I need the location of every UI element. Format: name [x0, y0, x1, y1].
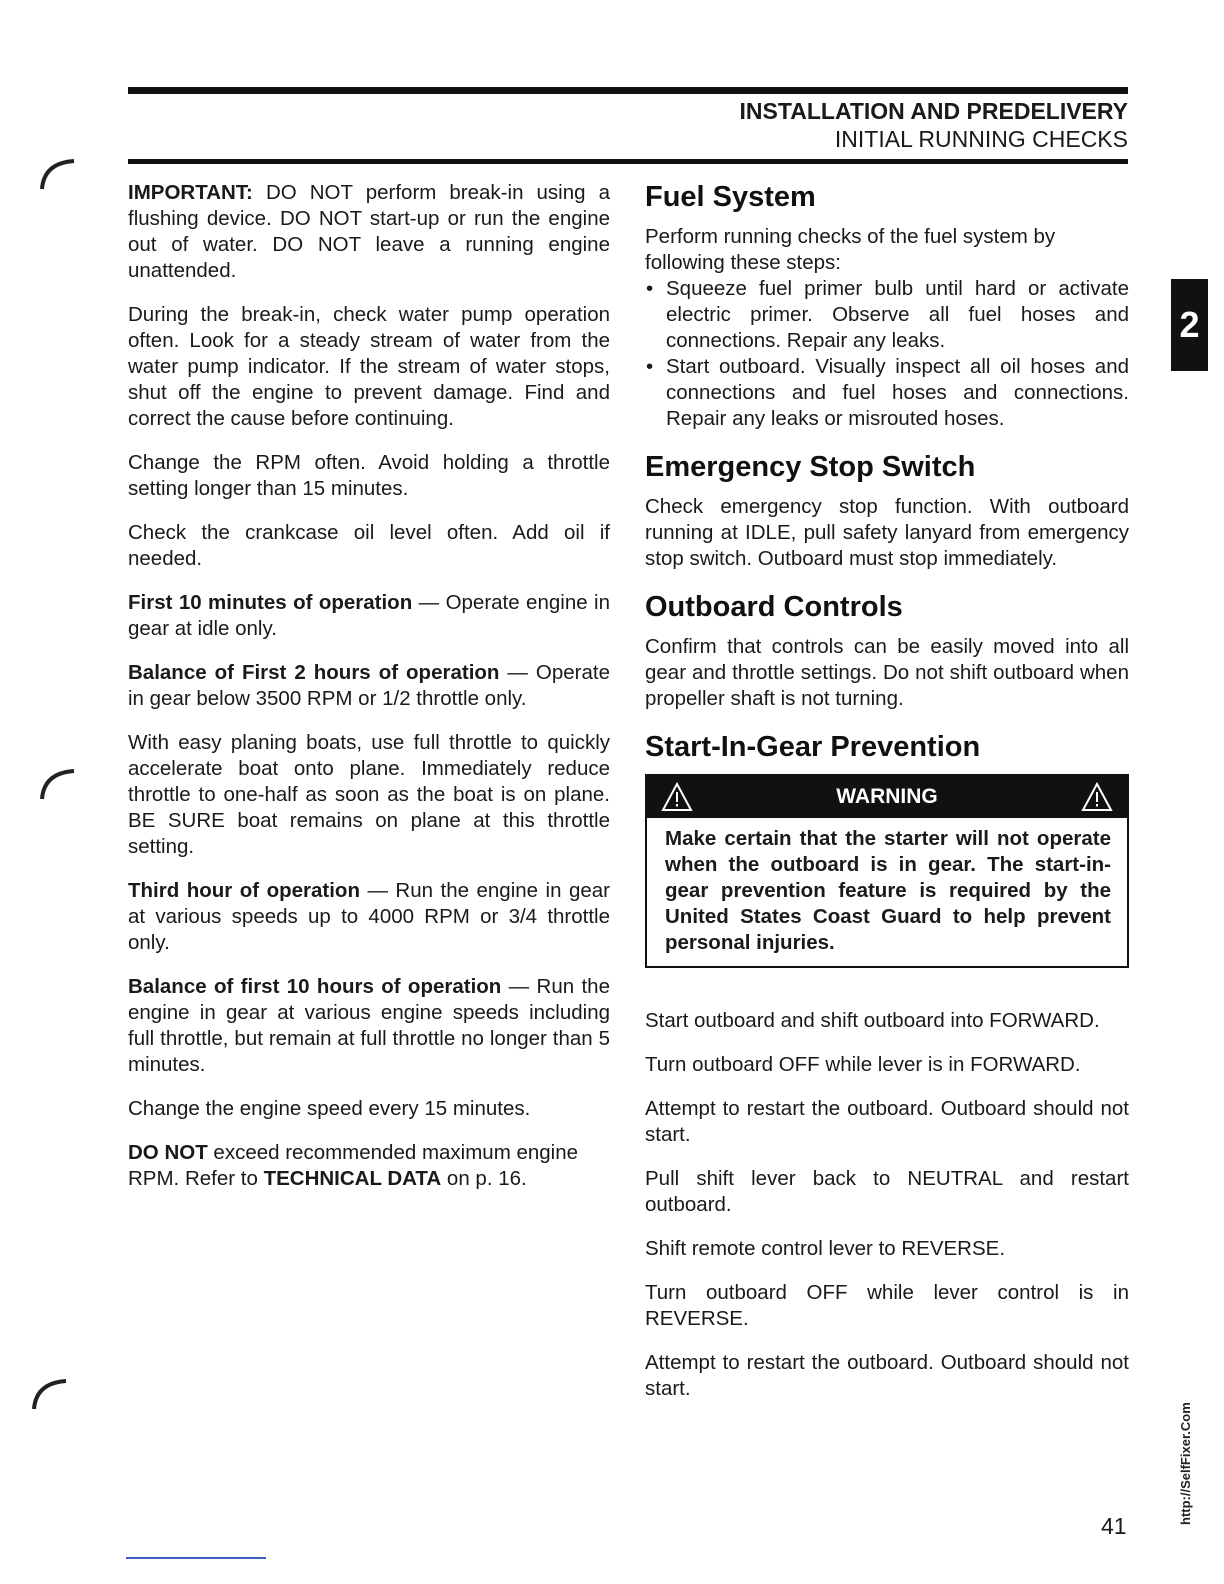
- left-column: [128, 180, 610, 1210]
- outboard-controls-heading: Outboard Controls: [645, 591, 903, 623]
- fuel-system-heading: Fuel System: [645, 181, 816, 213]
- list-item: • Start outboard. Visually inspect all oil hoses and connections and fuel hoses and connections. Repair any leaks or misrouted hoses.: [645, 354, 1129, 432]
- important-note: [128, 180, 610, 284]
- fuel-system-steps: [645, 276, 1129, 432]
- footer-line: [126, 1557, 266, 1559]
- paragraph-first-10-hours: [128, 974, 610, 1078]
- warning-label: WARNING: [836, 785, 938, 808]
- do-not-text: exceed recommended maximum engine RPM. Refer to: [128, 1141, 579, 1190]
- technical-data-page: on p. 16.: [441, 1167, 527, 1190]
- do-not-label: DO NOT: [128, 1141, 208, 1164]
- outboard-controls-text: Confirm that controls can be easily moved into all gear and throttle settings. Do not shift outboard when propeller shaft is not turning.: [645, 635, 1129, 710]
- outboard-controls-section: [645, 590, 1129, 712]
- fuel-system-intro: Perform running checks of the fuel system by following these steps:: [645, 225, 1056, 274]
- first-2-hours-label: Balance of First 2 hours of operation: [128, 661, 500, 684]
- start-in-gear-step: Pull shift lever back to NEUTRAL and restart outboard.: [645, 1167, 1129, 1216]
- start-in-gear-step: Attempt to restart the outboard. Outboard should not start.: [645, 1351, 1129, 1400]
- paragraph-third-hour: [128, 878, 610, 956]
- warning-text: Make certain that the starter will not operate when the outboard is in gear. The start-in-gear prevention feature is required by the United States Coast Guard to help prevent personal injuries.: [665, 827, 1111, 954]
- first-10-hours-text: — Run the engine in gear at various engine speeds including full throttle, but remain at full throttle no longer than 5 minutes.: [128, 975, 610, 1076]
- paragraph-engine-speed: Change the engine speed every 15 minutes.: [128, 1097, 531, 1120]
- third-hour-label: Third hour of operation: [128, 879, 360, 902]
- emergency-stop-text: Check emergency stop function. With outboard running at IDLE, pull safety lanyard from emergency stop switch. Outboard must stop immediately.: [645, 495, 1129, 570]
- important-text: DO NOT perform break-in using a flushing device. DO NOT start-up or run the engine out of water. DO NOT leave a running engine unattended.: [128, 181, 610, 282]
- fuel-system-section: [645, 180, 1129, 432]
- warning-triangle-icon: [1081, 782, 1113, 812]
- important-label: IMPORTANT:: [128, 181, 253, 204]
- page-header: [740, 97, 1128, 153]
- header-rule-top: [128, 87, 1128, 94]
- start-in-gear-step: Turn outboard OFF while lever control is in REVERSE.: [645, 1281, 1129, 1330]
- technical-data-reference: TECHNICAL DATA: [263, 1167, 442, 1190]
- chapter-tab: 2: [1171, 279, 1208, 371]
- first-10-minutes-label: First 10 minutes of operation: [128, 591, 413, 614]
- third-hour-text: — Run the engine in gear at various speeds up to 4000 RPM or 3/4 throttle only.: [128, 879, 610, 954]
- start-in-gear-step: Start outboard and shift outboard into FORWARD.: [645, 1009, 1100, 1032]
- header-rule-bottom: [128, 159, 1128, 164]
- watermark-url: http://SelfFixer.Com: [1178, 1402, 1193, 1525]
- paragraph-oil: Check the crankcase oil level often. Add oil if needed.: [128, 521, 610, 570]
- page-number: 41: [1101, 1513, 1127, 1539]
- list-item: • Squeeze fuel primer bulb until hard or activate electric primer. Observe all fuel hoses and connections. Repair any leaks.: [645, 276, 1129, 354]
- first-10-hours-label: Balance of first 10 hours of operation: [128, 975, 502, 998]
- paragraph-rpm: Change the RPM often. Avoid holding a throttle setting longer than 15 minutes.: [128, 451, 610, 500]
- start-in-gear-section: [645, 730, 1129, 1402]
- first-2-hours-text: — Operate in gear below 3500 RPM or 1/2 throttle only.: [128, 661, 610, 710]
- warning-header: [647, 776, 1127, 818]
- paragraph-first-2-hours: [128, 660, 610, 712]
- binder-mark-bottom: [30, 1375, 70, 1415]
- section-title: INSTALLATION AND PREDELIVERY: [739, 98, 1128, 124]
- emergency-stop-heading: Emergency Stop Switch: [645, 451, 976, 483]
- paragraph-breakin: During the break-in, check water pump operation often. Look for a steady stream of water from the water pump indicator. If the stream of water stops, shut off the engine to prevent damage. Find and correct the cause before continuing.: [128, 303, 610, 430]
- binder-mark-middle: [38, 765, 78, 805]
- start-in-gear-step: Shift remote control lever to REVERSE.: [645, 1237, 1006, 1260]
- start-in-gear-step: Turn outboard OFF while lever is in FORWARD.: [645, 1053, 1081, 1076]
- paragraph-max-rpm: [128, 1140, 610, 1192]
- warning-box: [645, 774, 1129, 968]
- paragraph-planing: With easy planing boats, use full throttle to quickly accelerate boat onto plane. Immediately reduce throttle to one-half as soon as the boat is on plane. BE SURE boat remains on plane at this throttle setting.: [128, 731, 610, 858]
- paragraph-first-10-minutes: [128, 590, 610, 642]
- right-column: [645, 180, 1129, 1420]
- subsection-title: INITIAL RUNNING CHECKS: [834, 126, 1128, 152]
- start-in-gear-step: Attempt to restart the outboard. Outboard should not start.: [645, 1097, 1129, 1146]
- warning-triangle-icon: [661, 782, 693, 812]
- first-10-minutes-text: — Operate engine in gear at idle only.: [128, 591, 610, 640]
- start-in-gear-heading: Start-In-Gear Prevention: [645, 731, 981, 763]
- binder-mark-top: [38, 155, 78, 195]
- emergency-stop-section: [645, 450, 1129, 572]
